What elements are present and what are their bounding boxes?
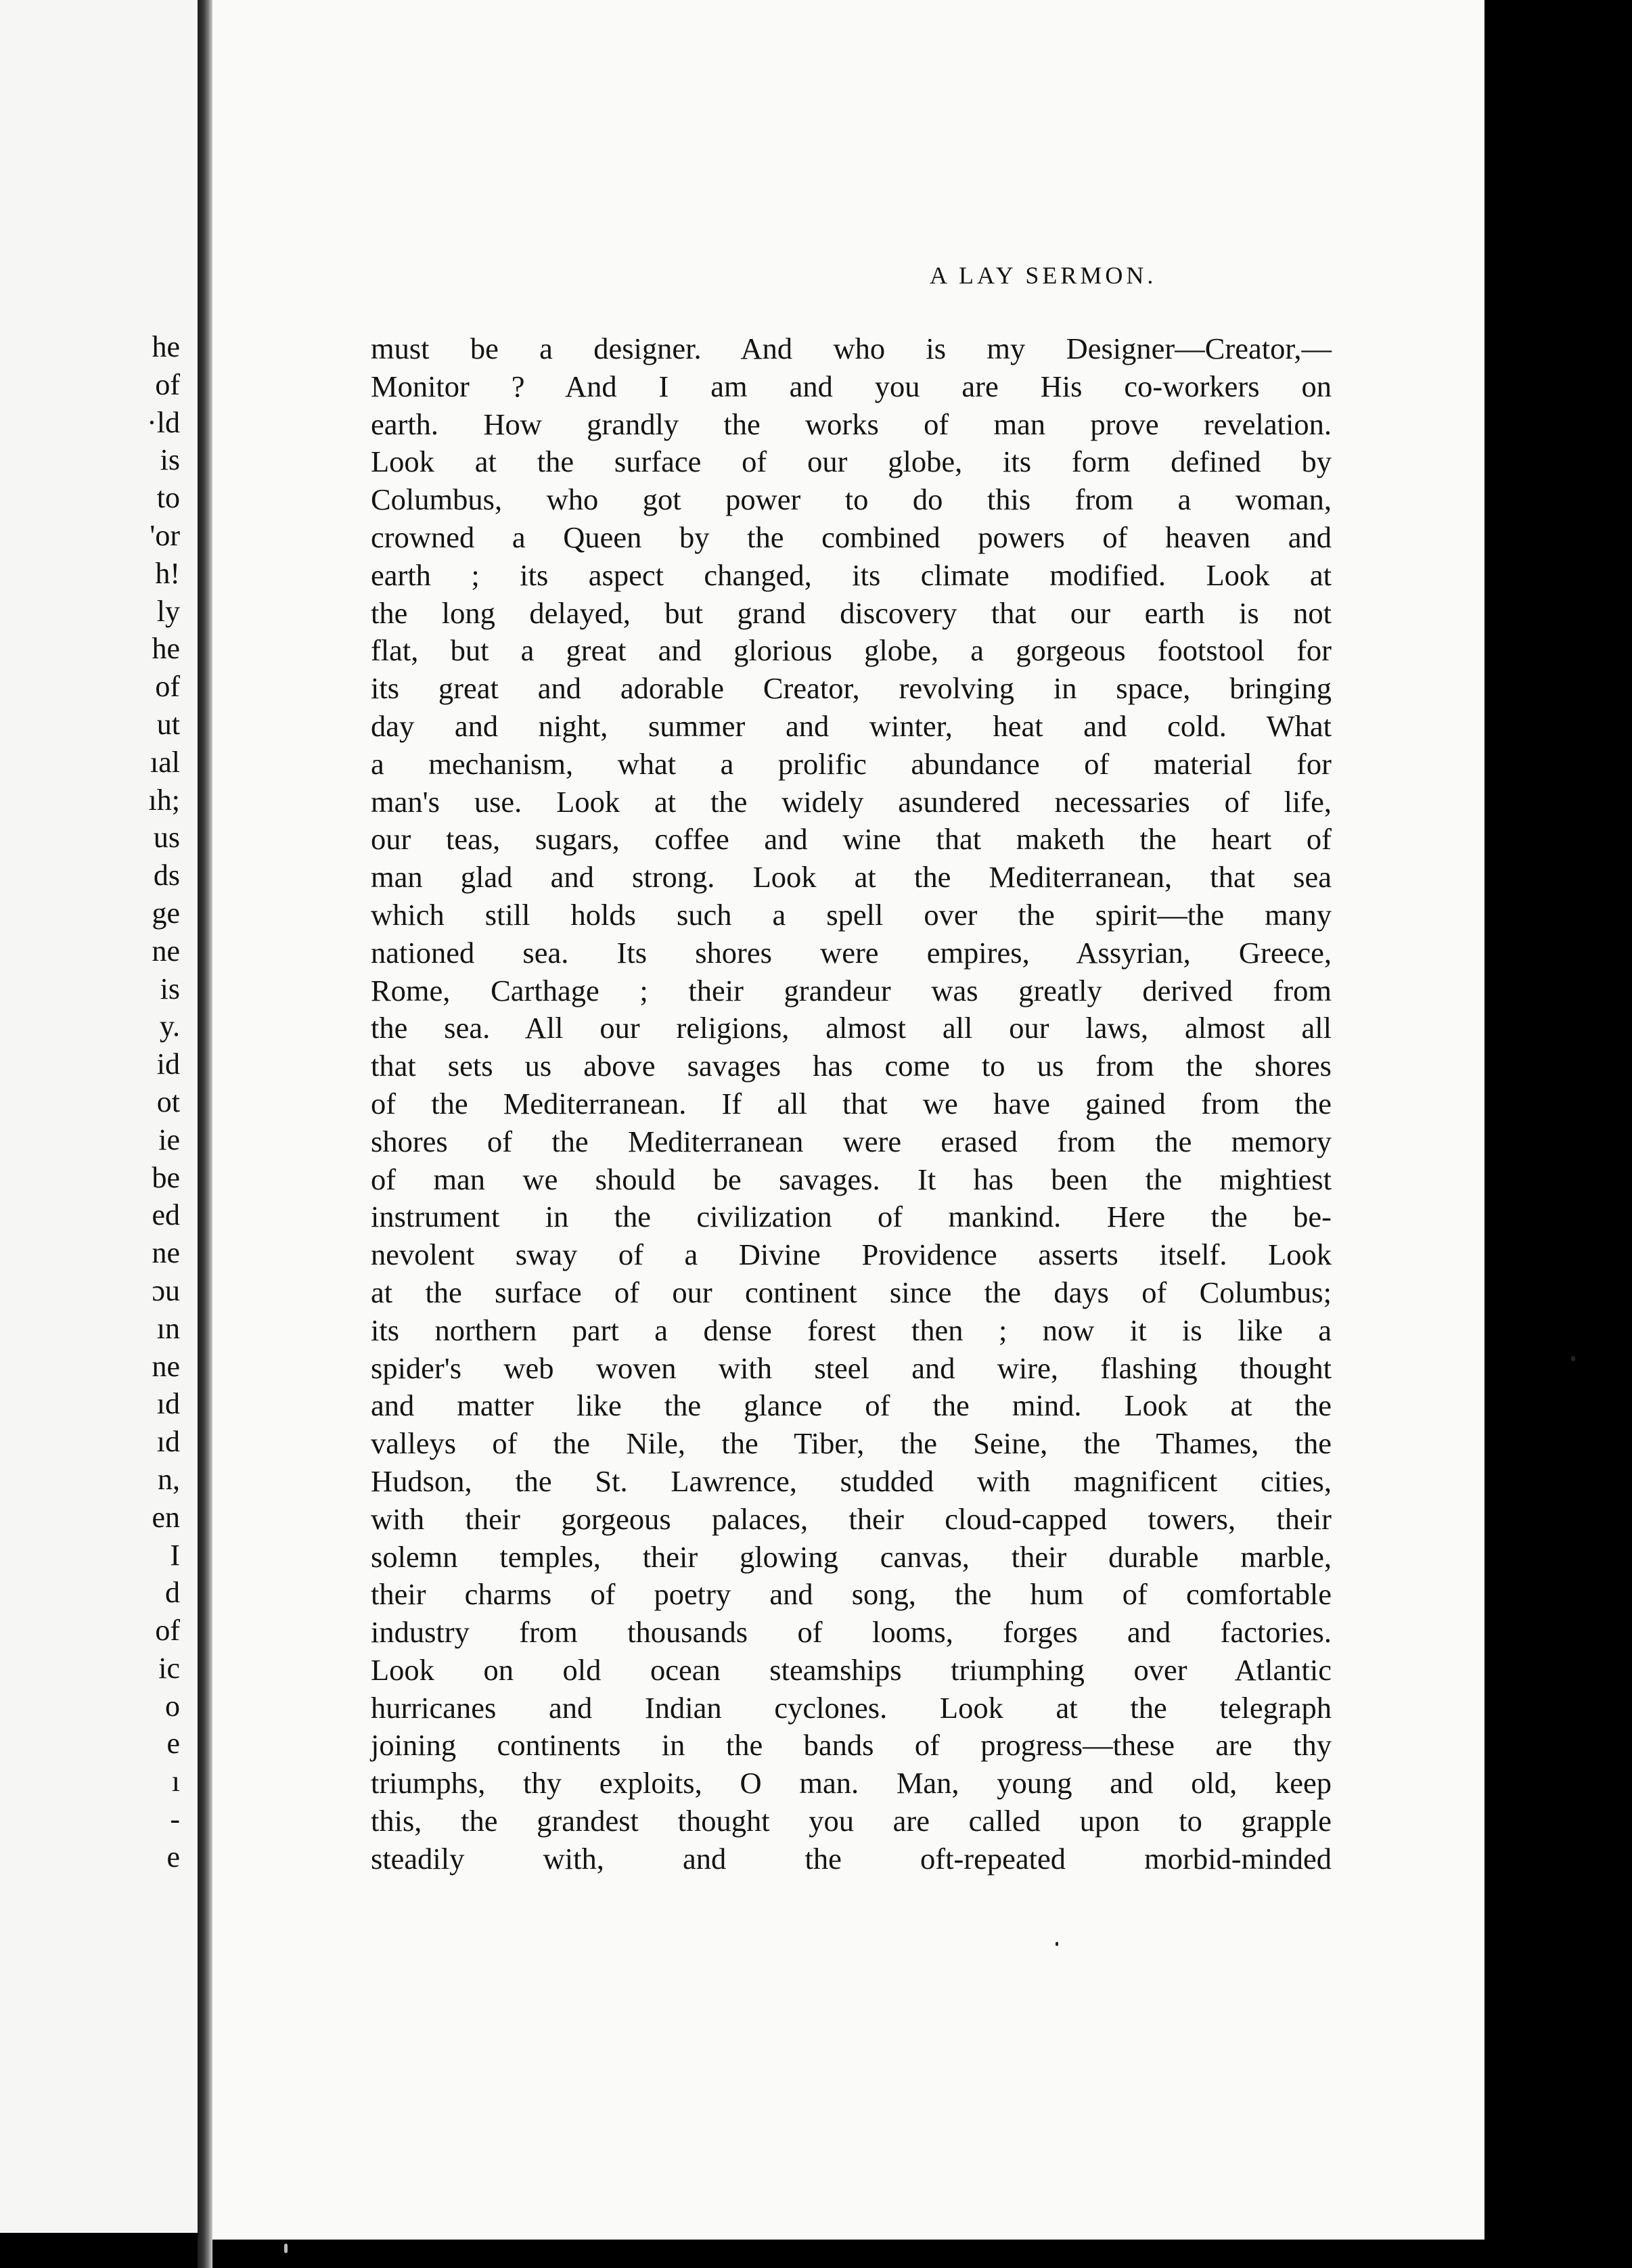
facing-page-fragment-line: ıd xyxy=(156,1425,180,1459)
facing-page-fragment-line: ɔu xyxy=(152,1273,180,1307)
running-head: A LAY SERMON. xyxy=(930,262,1157,289)
text-line: man's use. Look at the widely asundered necessaries of life, xyxy=(371,784,1332,819)
facing-page-fragment-line: n, xyxy=(158,1462,180,1496)
text-line: nevolent sway of a Divine Providence asserts itself. Look xyxy=(371,1238,1332,1272)
page-header xyxy=(212,250,1484,298)
text-line: solemn temples, their glowing canvas, their durable marble, xyxy=(371,1539,1332,1574)
text-line: Look at the surface of our globe, its form defined by xyxy=(371,445,1332,479)
text-line: that sets us above savages has come to us from the shores xyxy=(371,1049,1332,1083)
facing-page-fragment-line: ıd xyxy=(156,1387,180,1421)
facing-page-fragment-line: ıh; xyxy=(148,783,180,817)
facing-page-fragment-line: ot xyxy=(156,1085,180,1118)
facing-page-fragment-line: ed xyxy=(152,1198,180,1232)
text-line: nationed sea. Its shores were empires, Assyrian, Greece, xyxy=(371,935,1332,970)
facing-page-fragment-line: en xyxy=(152,1500,180,1534)
text-line: our teas, sugars, coffee and wine that maketh the heart of xyxy=(371,822,1332,857)
facing-page-fragment-line: to xyxy=(156,481,180,515)
facing-page-fragment-line: ·ld xyxy=(147,405,180,439)
scan-speck xyxy=(1571,1356,1575,1361)
facing-page-fragment-line: e xyxy=(166,1840,180,1874)
facing-page-fragment-line: of xyxy=(155,670,180,704)
facing-page-fragment xyxy=(0,0,198,2233)
text-line: its great and adorable Creator, revolving in space, bringing xyxy=(371,671,1332,706)
facing-page-fragment-line: ne xyxy=(152,1236,180,1270)
text-line: steadily with, and the oft-repeated morbid-minded xyxy=(371,1841,1332,1876)
text-line: joining continents in the bands of progress—these are thy xyxy=(371,1728,1332,1763)
text-line: shores of the Mediterranean were erased from the memory xyxy=(371,1124,1332,1158)
text-line: this, the grandest thought you are called upon to grapple xyxy=(371,1804,1332,1838)
text-line: Look on old ocean steamships triumphing over Atlantic xyxy=(371,1652,1332,1687)
text-line: hurricanes and Indian cyclones. Look at the telegraph xyxy=(371,1690,1332,1725)
text-line: triumphs, thy exploits, O man. Man, young and old, keep xyxy=(371,1766,1332,1800)
facing-page-fragment-line: d xyxy=(165,1576,180,1610)
facing-page-fragment-line: is xyxy=(160,443,180,477)
facing-page-fragment-line: ly xyxy=(156,594,180,628)
text-line: and matter like the glance of the mind. Look at the xyxy=(371,1388,1332,1423)
text-line: day and night, summer and winter, heat and cold. What xyxy=(371,708,1332,743)
text-line: the sea. All our religions, almost all our laws, almost all xyxy=(371,1011,1332,1045)
text-line: flat, but a great and glorious globe, a gorgeous footstool for xyxy=(371,633,1332,668)
text-line: of man we should be savages. It has been the mightiest xyxy=(371,1162,1332,1196)
text-line: earth. How grandly the works of man prove revelation. xyxy=(371,407,1332,441)
facing-page-fragment-line: y. xyxy=(159,1010,180,1043)
scan-speck xyxy=(1056,1942,1058,1946)
text-line: the long delayed, but grand discovery that our earth is not xyxy=(371,595,1332,630)
facing-page-fragment-line: I xyxy=(170,1538,180,1572)
text-line: must be a designer. And who is my Designer—Creator,— xyxy=(371,332,1332,365)
facing-page-fragment-line: of xyxy=(155,367,180,401)
text-line: with their gorgeous palaces, their cloud-capped towers, their xyxy=(371,1501,1332,1536)
text-line: crowned a Queen by the combined powers of heaven and xyxy=(371,520,1332,554)
text-line: Hudson, the St. Lawrence, studded with magnificent cities, xyxy=(371,1464,1332,1498)
facing-page-line-endings xyxy=(4,328,180,1876)
facing-page-fragment-line: ı xyxy=(171,1765,180,1798)
text-line: of the Mediterranean. If all that we have gained from the xyxy=(371,1086,1332,1120)
facing-page-fragment-line: ıal xyxy=(150,745,180,779)
text-line: valleys of the Nile, the Tiber, the Seine, the Thames, the xyxy=(371,1426,1332,1461)
text-line: Monitor ? And I am and you are His co-workers on xyxy=(371,369,1332,403)
text-line: which still holds such a spell over the spirit—the many xyxy=(371,897,1332,932)
facing-page-fragment-line: - xyxy=(170,1802,180,1836)
text-line: man glad and strong. Look at the Mediterranean, that sea xyxy=(371,860,1332,894)
facing-page-fragment-line: is xyxy=(160,972,180,1005)
facing-page-fragment-line: ut xyxy=(156,707,180,741)
scan-background-edge xyxy=(1484,0,1632,2268)
text-line: Columbus, who got power to do this from a woman, xyxy=(371,482,1332,517)
facing-page-fragment-line: of xyxy=(155,1614,180,1648)
facing-page-fragment-line: us xyxy=(153,821,180,855)
text-line: a mechanism, what a prolific abundance of material for xyxy=(371,746,1332,781)
facing-page-fragment-line: he xyxy=(152,330,180,363)
text-line: Rome, Carthage ; their grandeur was greatly derived from xyxy=(371,973,1332,1007)
facing-page-fragment-line: ic xyxy=(158,1651,180,1685)
facing-page-fragment-line: be xyxy=(152,1160,180,1194)
facing-page-fragment-line: 'or xyxy=(150,518,180,552)
text-line: earth ; its aspect changed, its climate modified. Look at xyxy=(371,558,1332,592)
text-line: spider's web woven with steel and wire, flashing thought xyxy=(371,1351,1332,1385)
facing-page-fragment-line: he xyxy=(152,632,180,666)
facing-page-fragment-line: ds xyxy=(153,859,180,892)
text-line: their charms of poetry and song, the hum of comfortable xyxy=(371,1577,1332,1612)
facing-page-fragment-line: ge xyxy=(152,896,180,930)
text-line: at the surface of our continent since the days of Columbus; xyxy=(371,1275,1332,1309)
book-gutter xyxy=(198,0,212,2268)
facing-page-fragment-line: ın xyxy=(156,1311,180,1345)
facing-page-fragment-line: e xyxy=(166,1727,180,1761)
facing-page-fragment-line: id xyxy=(156,1047,180,1081)
facing-page-fragment-line: ne xyxy=(152,1349,180,1383)
facing-page-fragment-line: h! xyxy=(155,556,180,590)
facing-page-fragment-line: o xyxy=(165,1689,180,1723)
scan-speck xyxy=(284,2244,288,2253)
body-text xyxy=(371,330,1332,1878)
facing-page-fragment-line: ne xyxy=(152,934,180,968)
facing-page-fragment-line: ie xyxy=(158,1122,180,1156)
text-line: its northern part a dense forest then ; now it is like a xyxy=(371,1313,1332,1347)
text-line: industry from thousands of looms, forges and factories. xyxy=(371,1615,1332,1650)
text-line: instrument in the civilization of mankind. Here the be- xyxy=(371,1200,1332,1234)
